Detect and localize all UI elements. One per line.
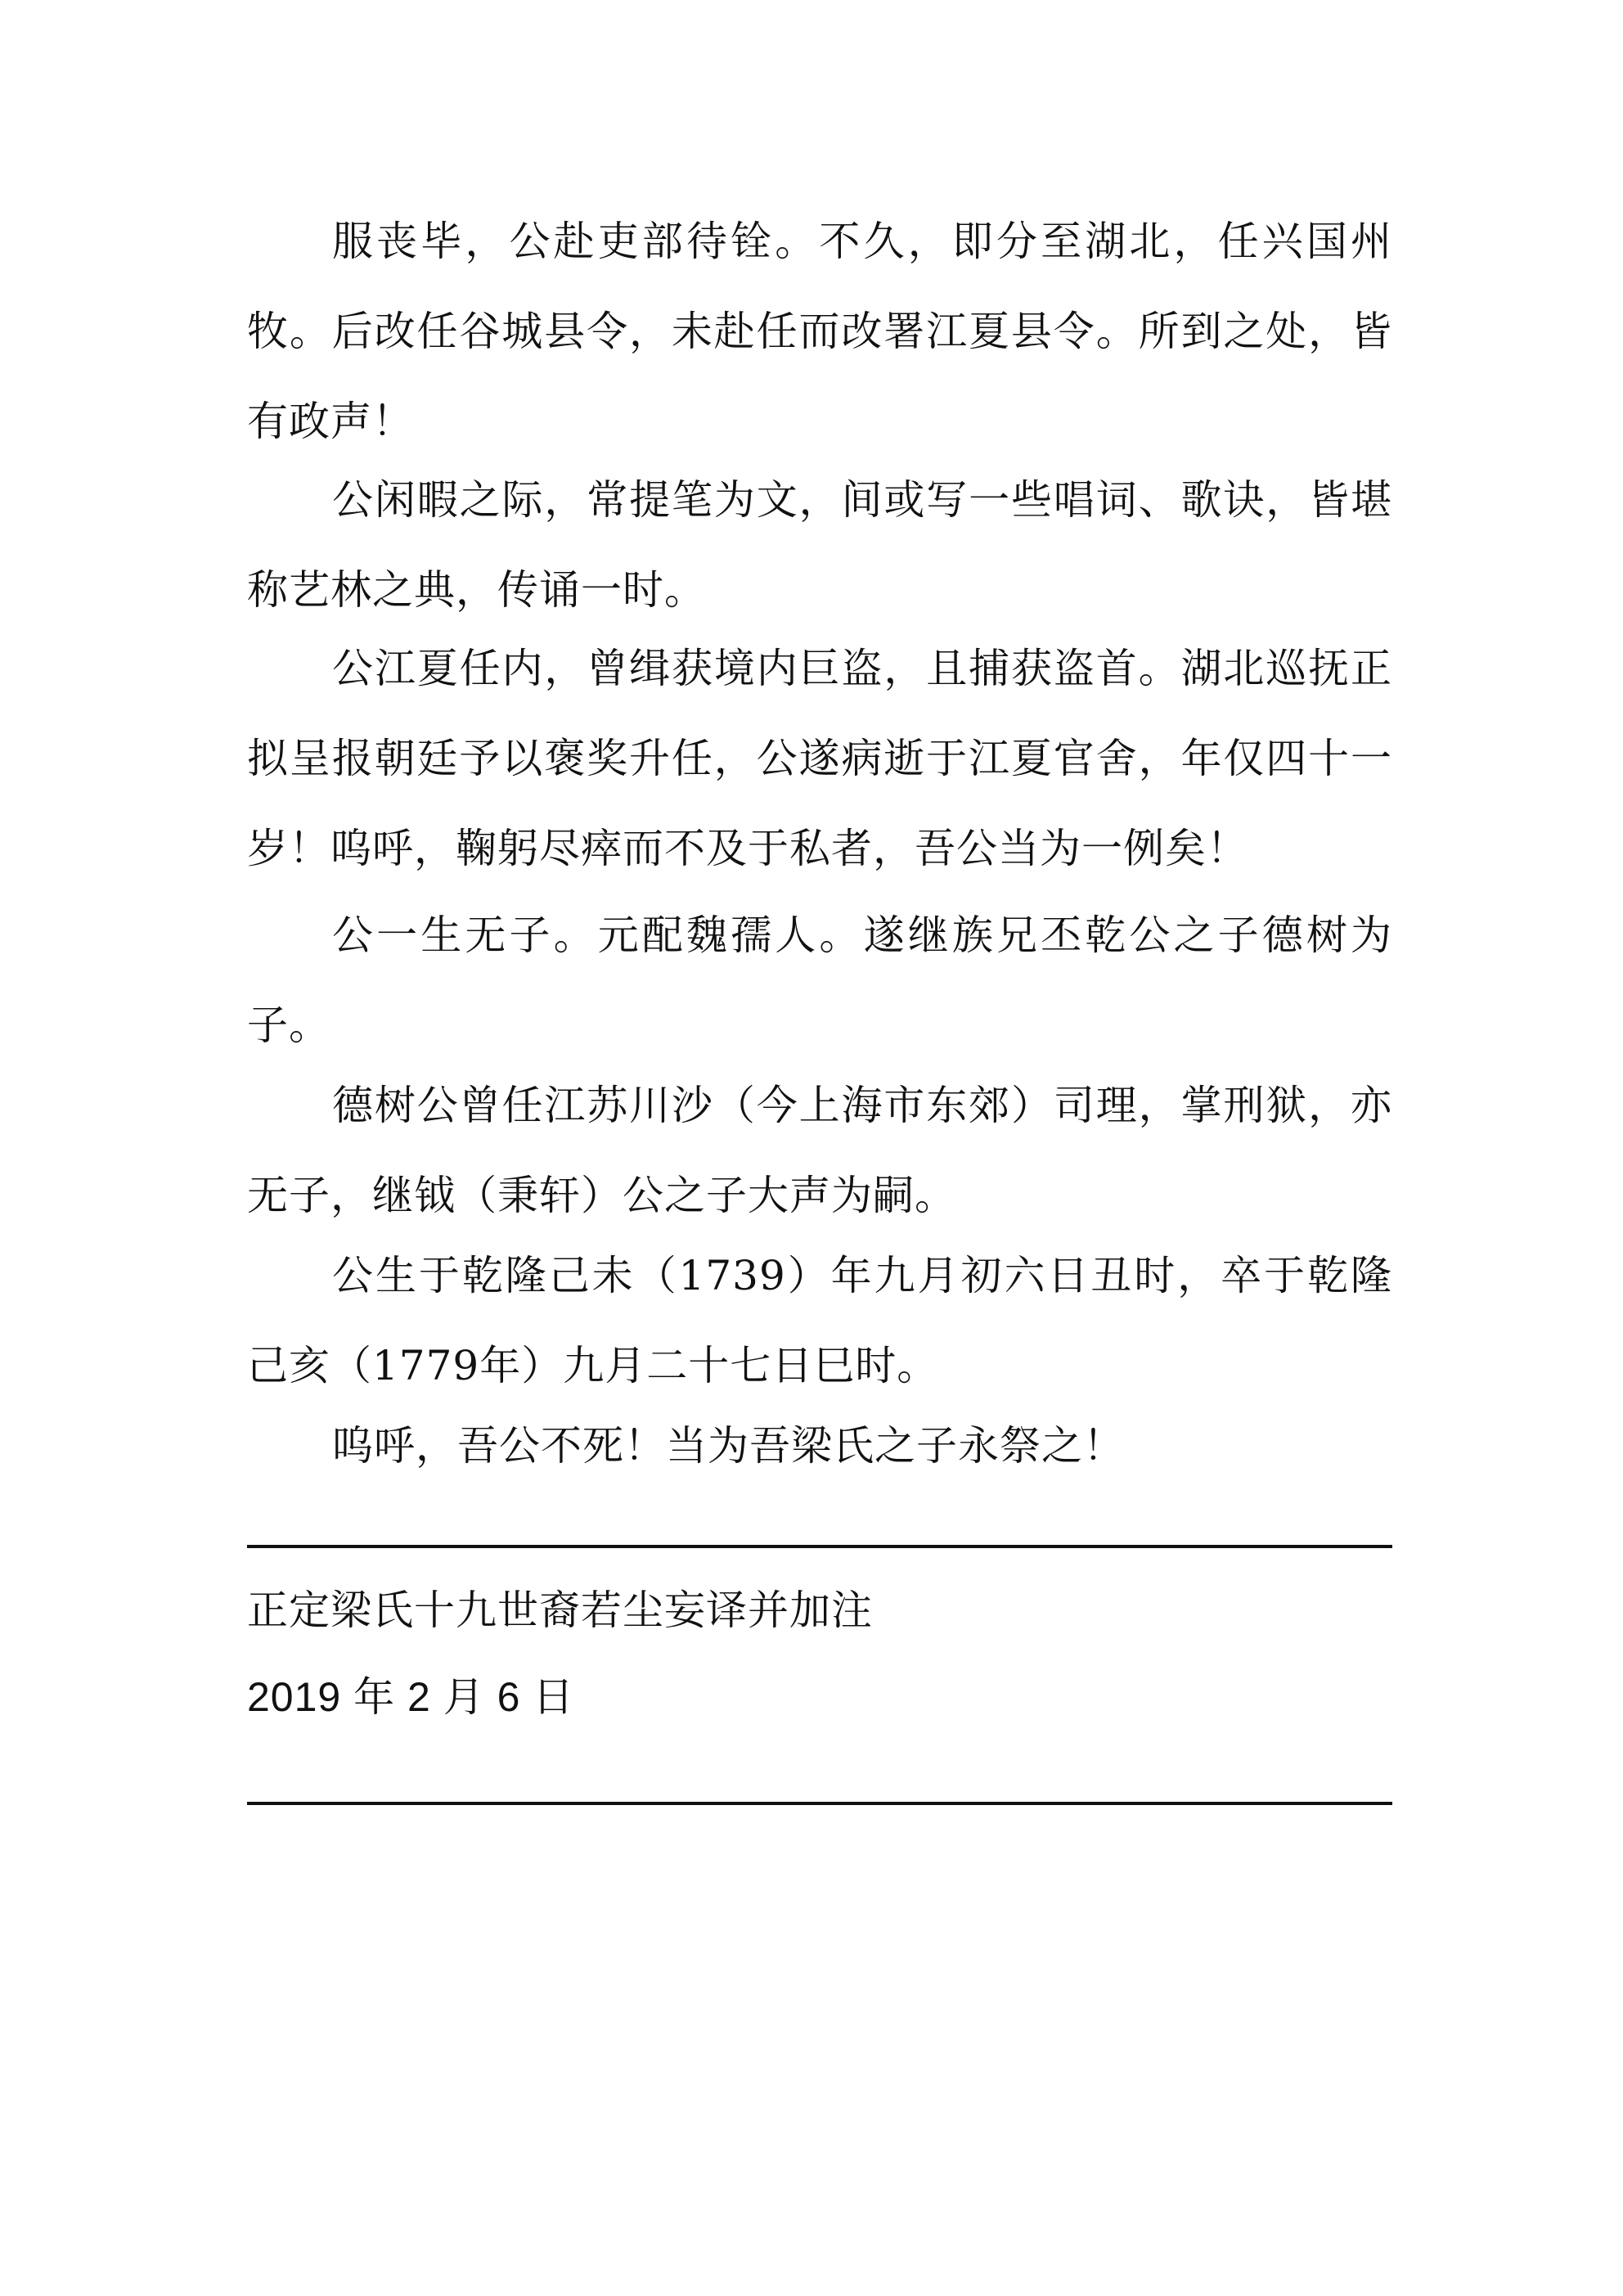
body-paragraph: 公江夏任内，曾缉获境内巨盗，且捕获盗首。湖北巡抚正拟呈报朝廷予以褒奖升任，公遂病逝于江夏官舍，年仅四十一岁！呜呼，鞠躬尽瘁而不及于私者，吾公当为一例矣！ [247, 645, 1392, 872]
author-attribution: 正定梁氏十九世裔若尘妄译并加注 [247, 1587, 873, 1634]
divider-top [247, 1545, 1392, 1548]
body-paragraph: 公闲暇之际，常提笔为文，间或写一些唱词、歌诀，皆堪称艺林之典，传诵一时。 [247, 476, 1392, 614]
body-paragraph: 服丧毕，公赴吏部待铨。不久，即分至湖北，任兴国州牧。后改任谷城县令，未赴任而改署江夏县令。所到之处，皆有政声！ [247, 218, 1392, 445]
body-paragraph: 德树公曾任江苏川沙（今上海市东郊）司理，掌刑狱，亦无子，继钺（秉轩）公之子大声为嗣。 [247, 1082, 1392, 1219]
body-paragraph: 呜呼，吾公不死！当为吾梁氏之子永祭之！ [332, 1422, 1125, 1470]
body-paragraph: 公一生无子。元配魏孺人。遂继族兄丕乾公之子德树为子。 [247, 912, 1392, 1049]
divider-bottom [247, 1802, 1392, 1805]
body-paragraph: 公生于乾隆己未（1739）年九月初六日丑时，卒于乾隆己亥（1779年）九月二十七日巳时。 [247, 1252, 1392, 1389]
signature-date: 2019 年 2 月 6 日 [247, 1674, 575, 1720]
